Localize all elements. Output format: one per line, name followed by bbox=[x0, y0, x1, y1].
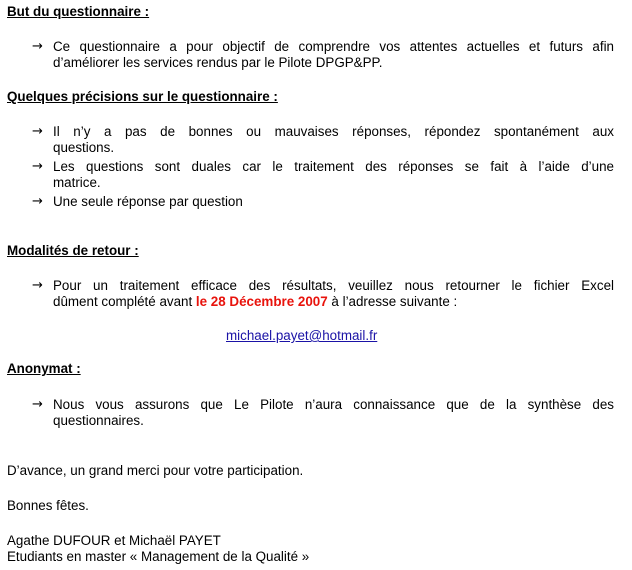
list-item-text: Nous vous assurons que Le Pilote n’aura connaissance que de la synthèse des bbox=[53, 397, 614, 412]
list-item-une-reponse bbox=[32, 194, 614, 210]
deadline-date: le 28 Décembre 2007 bbox=[195, 294, 328, 309]
heading-but: But du questionnaire : bbox=[7, 4, 150, 19]
list-item-retour bbox=[32, 278, 614, 310]
authors-line: Agathe DUFOUR et Michaël PAYET bbox=[7, 533, 221, 548]
thanks-paragraph: D’avance, un grand merci pour votre participation. bbox=[7, 463, 304, 478]
list-item-text-segment: à l’adresse suivante : bbox=[327, 294, 458, 309]
arrow-bullet-icon: → bbox=[32, 278, 43, 293]
role-line: Etudiants en master « Management de la Qualité » bbox=[7, 549, 310, 564]
list-item-objectif bbox=[32, 39, 614, 71]
list-item-text bbox=[53, 294, 614, 310]
arrow-bullet-icon: → bbox=[32, 39, 43, 54]
heading-anonymat: Anonymat : bbox=[7, 361, 81, 376]
list-item-text: questions. bbox=[53, 140, 115, 155]
arrow-bullet-icon: → bbox=[32, 124, 43, 139]
wishes-paragraph: Bonnes fêtes. bbox=[7, 498, 89, 513]
list-item-text: matrice. bbox=[53, 175, 101, 190]
arrow-bullet-icon: → bbox=[32, 194, 43, 209]
list-item-text: Il n’y a pas de bonnes ou mauvaises réponses, répondez spontanément aux bbox=[53, 124, 614, 139]
list-item-text: Ce questionnaire a pour objectif de comprendre vos attentes actuelles et futurs afin bbox=[53, 39, 614, 54]
arrow-bullet-icon: → bbox=[32, 159, 43, 174]
list-item-reponses bbox=[32, 124, 614, 156]
list-item-anonymat bbox=[32, 397, 614, 429]
list-item-text-segment: dûment complété avant bbox=[53, 294, 196, 309]
list-item-text: questionnaires. bbox=[53, 413, 144, 428]
email-link[interactable]: michael.payet@hotmail.fr bbox=[226, 328, 378, 343]
heading-precisions: Quelques précisions sur le questionnaire : bbox=[7, 89, 278, 104]
list-item-text: Une seule réponse par question bbox=[53, 194, 243, 209]
heading-modalites: Modalités de retour : bbox=[7, 243, 139, 258]
list-item-text: Pour un traitement efficace des résultats, veuillez nous retourner le fichier Excel bbox=[53, 278, 614, 293]
arrow-bullet-icon: → bbox=[32, 397, 43, 412]
list-item-text: Les questions sont duales car le traitement des réponses se fait à l’aide d’une bbox=[53, 159, 614, 174]
list-item-duales bbox=[32, 159, 614, 191]
list-item-text: d’améliorer les services rendus par le Pilote DPGP&PP. bbox=[53, 55, 383, 70]
